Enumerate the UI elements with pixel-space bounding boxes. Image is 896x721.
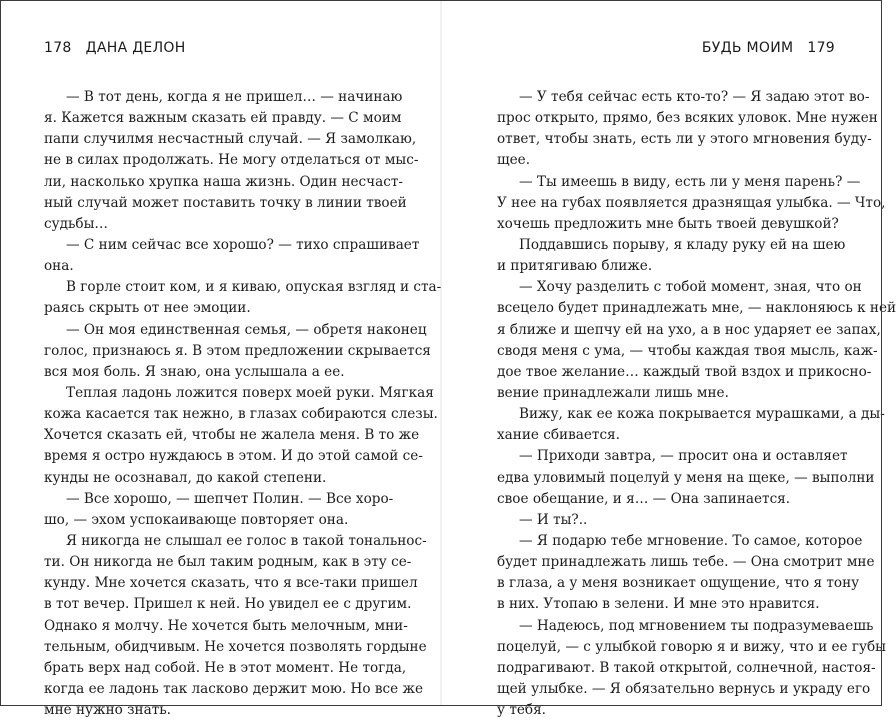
text-line: ответ, чтобы знать, есть ли у этого мгновения буду- xyxy=(497,131,872,148)
text-line: кунду. Мне хочется сказать, что я все-таки пришел xyxy=(44,575,418,592)
text-line: мне нужно знать. xyxy=(44,702,171,719)
text-line: ти. Он никогда не был таким родным, как в эту се- xyxy=(44,554,412,571)
text-line: хочешь предложить мне быть твоей девушкой? xyxy=(497,215,839,232)
text-line: когда ее ладонь так ласково держит мою. Но все же xyxy=(44,680,424,697)
text-line: Поддавшись порыву, я кладу руку ей на шею xyxy=(519,236,846,253)
text-line: не в силах продолжать. Не могу отделаться от мыс- xyxy=(44,152,419,169)
right-running-head xyxy=(702,40,835,56)
text-line: — Он моя единственная семья, — обретя наконец xyxy=(66,321,427,338)
text-line: она. xyxy=(44,258,74,275)
text-line: Вижу, как ее кожа покрывается мурашками, а ды- xyxy=(519,406,885,423)
text-line: подрагивают. В такой открытой, солнечной, настоя- xyxy=(497,659,876,676)
text-line: — Надеюсь, под мгновением ты подразумеваешь xyxy=(519,617,874,634)
text-line: — Ты имеешь в виду, есть ли у меня парень? — xyxy=(519,173,861,190)
text-line: сводя меня с ума, — чтобы каждая твоя мысль, каж- xyxy=(497,342,878,359)
text-line: едва уловимый поцелуй у меня на щеке, — выполни xyxy=(497,469,875,486)
text-line: Теплая ладонь ложится поверх моей руки. Мягкая xyxy=(66,384,434,401)
text-line: в глаза, а у меня возникает ощущение, что я тону xyxy=(497,575,860,592)
text-line: Я никогда не слышал ее голос в такой тональнос- xyxy=(66,532,427,549)
text-line: прос открыто, прямо, без всяких уловок. Мне нужен xyxy=(497,110,878,127)
text-line: Однако я молчу. Не хочется быть мелочным, мни- xyxy=(44,617,408,634)
text-line: У нее на губах появляется дразнящая улыбка. — Что, xyxy=(497,194,886,211)
text-line: в тот вечер. Пришел к ней. Но увидел ее с другим. xyxy=(44,596,412,613)
right-page-text xyxy=(497,87,896,721)
text-line: вся моя боль. Я знаю, она услышала а ее. xyxy=(44,363,345,380)
text-line: я ближе и шепчу ей на ухо, а в нос ударяет ее запах, xyxy=(497,321,881,338)
text-line: в них. Утопаю в зелени. И мне это нравится. xyxy=(497,596,820,613)
text-line: В горле стоит ком, и я киваю, опуская взгляд и ста- xyxy=(66,279,442,296)
text-line: хание сбивается. xyxy=(497,427,620,444)
right-page xyxy=(441,0,896,719)
text-line: шо, — эхом успокаивающе повторяет она. xyxy=(44,511,349,528)
text-line: Хочется сказать ей, чтобы не жалела меня. В то же xyxy=(44,427,420,444)
text-line: ный случай может поставить точку в линии твоей xyxy=(44,194,407,211)
text-line: — Я подарю тебе мгновение. То самое, которое xyxy=(519,532,863,549)
text-line: я. Кажется важным сказать ей правду. — С моим xyxy=(44,110,402,127)
right-running-head-title: БУДЬ МОИМ xyxy=(701,40,794,56)
text-line: — Приходи завтра, — просит она и оставляет xyxy=(519,448,848,465)
text-line: — Хочу разделить с тобой момент, зная, что он xyxy=(519,279,862,296)
text-line: щей улыбке. — Я обязательно вернусь и украду его xyxy=(497,680,871,697)
text-line: дое твое желание… каждый твой вздох и прикосно- xyxy=(497,363,872,380)
text-line: свое обещание, и я… — Она запинается. xyxy=(497,490,791,507)
text-line: будет принадлежать лишь тебе. — Она смотрит мне xyxy=(497,554,875,571)
left-running-head xyxy=(44,40,186,56)
text-line: поцелуй, — с улыбкой говорю я и вижу, что и ее губы xyxy=(497,638,886,655)
text-line: брать верх над собой. Не в этот момент. Не тогда, xyxy=(44,659,407,676)
left-page-text xyxy=(44,87,442,721)
text-line: — У тебя сейчас есть кто-то? — Я задаю этот во- xyxy=(519,89,870,105)
text-line: папи случилмя несчастный случай. — Я замолкаю, xyxy=(44,131,417,148)
text-line: тельным, обидчивым. Не хочется позволять гордыне xyxy=(44,638,427,655)
text-line: и притягиваю ближе. xyxy=(497,258,653,275)
left-page xyxy=(0,0,442,719)
text-line: — И ты?.. xyxy=(519,511,588,528)
text-line: раясь скрыть от нее эмоции. xyxy=(44,300,251,317)
text-line: кунды не осознавал, до какой степени. xyxy=(44,469,327,486)
text-line: вение принадлежали лишь мне. xyxy=(497,384,729,401)
text-line: — Все хорошо, — шепчет Полин. — Все хоро- xyxy=(66,490,394,507)
text-line: щее. xyxy=(497,152,531,169)
text-line: время я остро нуждаюсь в этом. И до этой самой се- xyxy=(44,448,423,465)
left-running-head-title: ДАНА ДЕЛОН xyxy=(85,40,186,56)
text-line: ли, насколько хрупка наша жизнь. Один несчаст- xyxy=(44,173,403,190)
text-line: — В тот день, когда я не пришел… — начинаю xyxy=(66,89,403,105)
text-line: судьбы… xyxy=(44,215,108,232)
text-line: у тебя. xyxy=(497,702,546,719)
text-line: голос, признаюсь я. В этом предложении скрывается xyxy=(44,342,431,359)
text-line: кожа касается так нежно, в глазах собираются слезы. xyxy=(44,406,438,423)
left-page-number: 178 xyxy=(44,40,72,56)
right-page-number: 179 xyxy=(807,40,835,56)
text-line: — С ним сейчас все хорошо? — тихо спрашивает xyxy=(66,236,420,253)
text-line: всецело будет принадлежать мне, — наклоняюсь к ней xyxy=(497,300,896,317)
